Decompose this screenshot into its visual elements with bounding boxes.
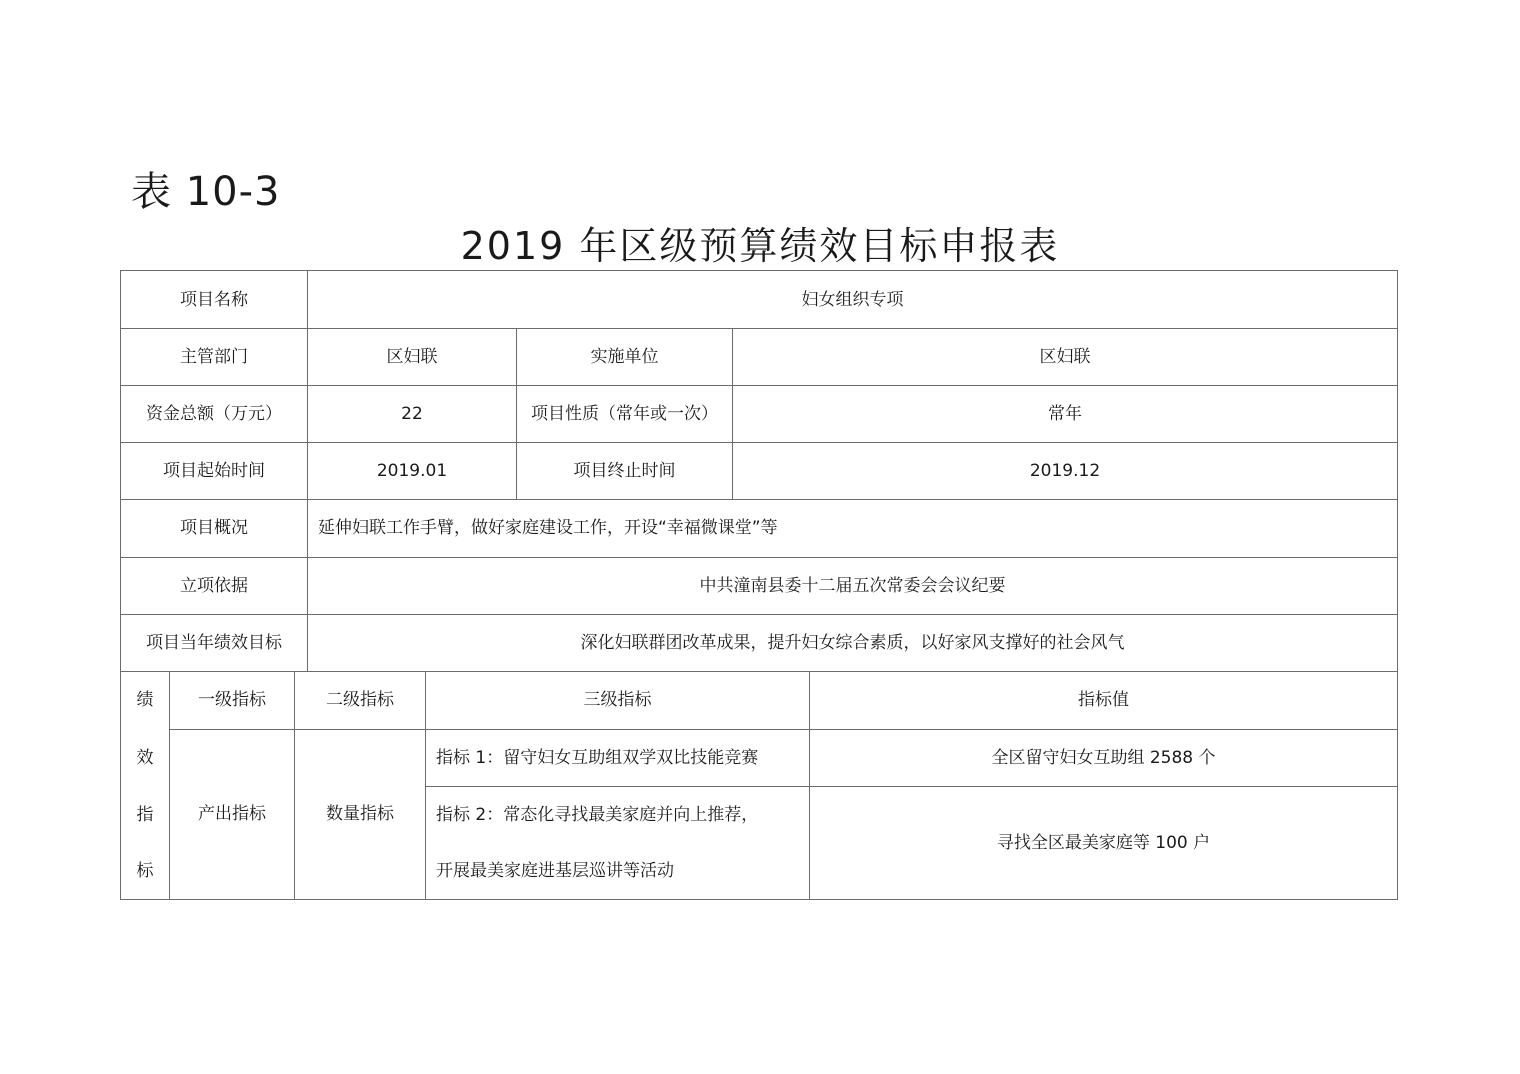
- budget-performance-table: [120, 270, 1398, 900]
- indicator-1-text: 指标 1：留守妇女互助组双学双比技能竞赛: [436, 747, 759, 768]
- side-label-char-3: 指: [136, 804, 154, 825]
- level1-output: 产出指标: [198, 804, 266, 824]
- dept-value: 区妇联: [386, 346, 438, 367]
- indicator-1-value: 全区留守妇女互助组 2588 个: [991, 747, 1216, 768]
- dept-label: 主管部门: [180, 346, 248, 367]
- side-label-char-2: 效: [136, 747, 154, 768]
- basis-label: 立项依据: [180, 575, 248, 596]
- overview-value: 延伸妇联工作手臂，做好家庭建设工作，开设“幸福微课堂”等: [318, 518, 778, 538]
- level2-header: 二级指标: [326, 690, 394, 710]
- side-label-char-4: 标: [136, 861, 154, 881]
- goal-label: 项目当年绩效目标: [146, 632, 282, 653]
- project-name-label: 项目名称: [180, 289, 248, 310]
- fund-value: 22: [401, 403, 423, 424]
- indicator-2-text-line2: 开展最美家庭进基层巡讲等活动: [436, 861, 674, 881]
- goal-value: 深化妇联群团改革成果，提升妇女综合素质，以好家风支撑好的社会风气: [580, 632, 1125, 653]
- start-time-value: 2019.01: [376, 460, 448, 481]
- indicator-2-text-line1: 指标 2：常态化寻找最美家庭并向上推荐，: [436, 804, 759, 825]
- impl-value: 区妇联: [1039, 346, 1091, 367]
- basis-value: 中共潼南县委十二届五次常委会会议纪要: [699, 575, 1006, 596]
- side-label-char-1: 绩: [136, 690, 154, 710]
- level2-quantity: 数量指标: [326, 804, 394, 824]
- project-name-value: 妇女组织专项: [801, 289, 904, 310]
- level3-header: 三级指标: [583, 690, 652, 710]
- impl-label: 实施单位: [590, 346, 659, 367]
- overview-label: 项目概况: [180, 518, 248, 538]
- end-time-value: 2019.12: [1029, 460, 1101, 481]
- nature-label: 项目性质（常年或一次）: [531, 403, 718, 424]
- fund-label: 资金总额（万元）: [146, 403, 282, 424]
- table-number: 表 10-3: [131, 169, 281, 215]
- indicator-2-value: 寻找全区最美家庭等 100 户: [996, 832, 1211, 853]
- nature-value: 常年: [1048, 403, 1082, 424]
- page-title: 2019 年区级预算绩效目标申报表: [460, 224, 1060, 268]
- end-time-label: 项目终止时间: [573, 460, 676, 481]
- level1-header: 一级指标: [198, 690, 266, 710]
- start-time-label: 项目起始时间: [163, 460, 265, 481]
- value-header: 指标值: [1078, 690, 1129, 710]
